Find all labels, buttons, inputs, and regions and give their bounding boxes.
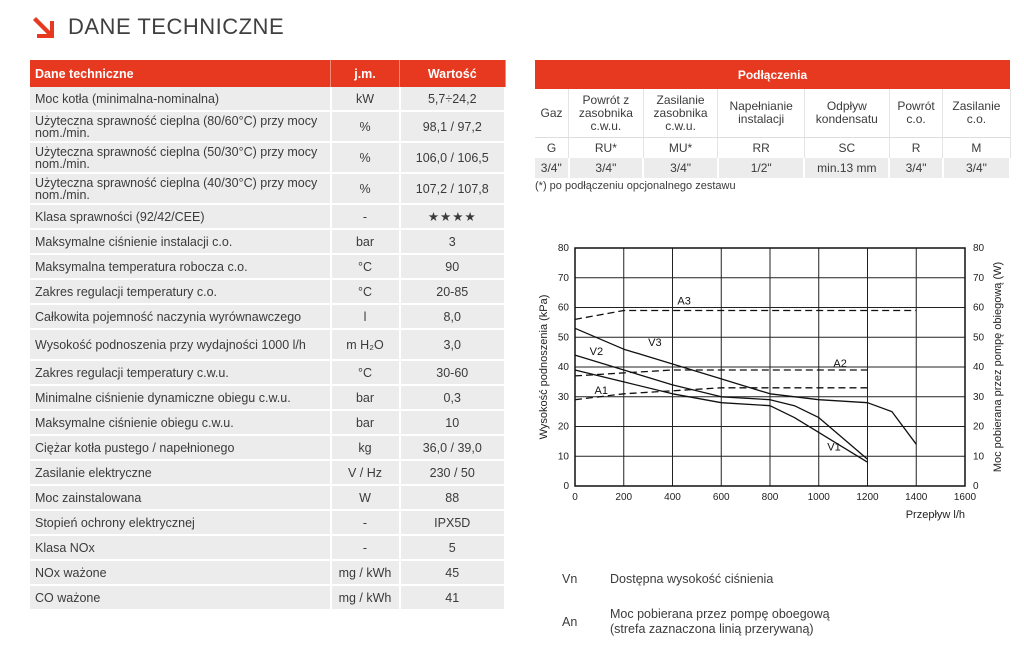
y-tick-label-left: 70 [557, 272, 569, 284]
y-tick-label-right: 80 [973, 243, 985, 254]
connection-value: min.13 mm [804, 158, 889, 178]
connection-name-line: c.w.u. [665, 118, 696, 133]
cell-parameter: Klasa sprawności (92/42/CEE) [30, 204, 331, 229]
table-row [30, 585, 505, 610]
cell-value: 106,0 / 106,5 [400, 142, 506, 173]
connection-name-line: zasobnika [578, 105, 633, 120]
connection-name-line: Napełnianie [729, 99, 793, 113]
connection-name-line: Zasilanie [656, 92, 705, 107]
connection-symbol: G [535, 138, 569, 159]
table-row [30, 435, 505, 460]
y-tick-label-left: 20 [557, 421, 569, 433]
series-label-a1: A1 [594, 384, 608, 397]
cell-unit: °C [331, 254, 400, 279]
connection-symbol: R [889, 138, 943, 159]
cell-value: 10 [400, 410, 506, 435]
table-row [30, 410, 505, 435]
y-tick-label-right: 0 [973, 481, 979, 492]
cell-unit: °C [331, 360, 400, 385]
connection-name [643, 89, 718, 138]
cell-unit: kg [331, 435, 400, 460]
connections-title: Podłączenia [535, 60, 1010, 89]
connection-value: 3/4" [943, 158, 1010, 178]
cell-parameter: Stopień ochrony elektrycznej [30, 510, 331, 535]
connection-symbol: RU* [569, 138, 644, 159]
y-axis-label-left: Wysokość podnoszenia (kPa) [538, 294, 550, 440]
cell-value: IPX5D [400, 510, 506, 535]
cell-value: 3,0 [400, 329, 506, 360]
y-tick-label-right: 30 [973, 391, 985, 403]
cell-unit: V / Hz [331, 460, 400, 485]
legend-symbol: Vn [562, 572, 578, 586]
cell-parameter: Użyteczna sprawność cieplna (40/30°C) przy mocy nom./min. [30, 173, 331, 204]
cell-parameter: Użyteczna sprawność cieplna (50/30°C) przy mocy nom./min. [30, 142, 331, 173]
pump-curve-chart [535, 238, 1024, 548]
cell-value: ★★★★ [400, 204, 506, 229]
table-row [30, 304, 505, 329]
y-tick-label-right: 60 [973, 302, 985, 314]
connection-symbol: RR [718, 138, 805, 159]
column-header-parameter: Dane techniczne [30, 60, 331, 87]
cell-parameter: Użyteczna sprawność cieplna (80/60°C) przy mocy nom./min. [30, 111, 331, 142]
cell-value: 41 [400, 585, 506, 610]
connection-name-line: Gaz [540, 105, 563, 120]
x-axis-label: Przepływ l/h [905, 509, 965, 521]
cell-unit: - [331, 535, 400, 560]
legend-description-line: Moc pobierana przez pompę oboegową [610, 607, 830, 621]
x-tick-label: 1400 [905, 492, 928, 503]
series-line-a3 [575, 311, 916, 320]
table-row [30, 329, 505, 360]
cell-parameter: Całkowita pojemność naczynia wyrównawczego [30, 304, 331, 329]
table-row [30, 535, 505, 560]
connection-symbol: MU* [643, 138, 718, 159]
series-label-a3: A3 [677, 295, 691, 308]
y-tick-label-right: 50 [973, 332, 985, 344]
table-row [30, 111, 505, 142]
y-tick-label-left: 30 [557, 391, 569, 403]
cell-value: 230 / 50 [400, 460, 506, 485]
connection-name [569, 89, 644, 138]
legend-description [610, 607, 830, 637]
cell-value: 45 [400, 560, 506, 585]
page-title: DANE TECHNICZNE [68, 14, 285, 39]
connection-name-line: Powrót z [582, 92, 630, 107]
cell-parameter: Minimalne ciśnienie dynamiczne obiegu c.w.u. [30, 385, 331, 410]
connection-name [804, 89, 889, 138]
cell-parameter: Zakres regulacji temperatury c.o. [30, 279, 331, 304]
table-row [30, 385, 505, 410]
cell-parameter: Maksymalne ciśnienie instalacji c.o. [30, 229, 331, 254]
x-tick-label: 1600 [953, 492, 977, 503]
cell-unit: W [331, 485, 400, 510]
cell-unit: °C [331, 279, 400, 304]
cell-value: 20-85 [400, 279, 506, 304]
legend-description-line: (strefa zaznaczona linią przerywaną) [610, 622, 814, 636]
cell-unit: kW [331, 87, 400, 111]
table-row [30, 360, 505, 385]
connection-value: 3/4" [569, 158, 644, 178]
cell-unit: m H₂O [331, 329, 400, 360]
cell-unit: mg / kWh [331, 560, 400, 585]
legend-description-line: Dostępna wysokość ciśnienia [610, 572, 774, 586]
x-tick-label: 400 [664, 492, 681, 503]
connection-name [943, 89, 1010, 138]
cell-unit: - [331, 510, 400, 535]
y-tick-label-left: 80 [557, 243, 569, 254]
cell-parameter: Maksymalne ciśnienie obiegu c.w.u. [30, 410, 331, 435]
connection-name-line: c.w.u. [590, 118, 622, 133]
table-row [30, 279, 505, 304]
connection-name-line: instalacji [738, 112, 785, 126]
cell-unit: mg / kWh [331, 585, 400, 610]
x-tick-label: 1200 [856, 492, 879, 503]
column-header-unit: j.m. [331, 60, 400, 87]
connection-name-line: c.o. [966, 112, 987, 126]
cell-parameter: Moc zainstalowana [30, 485, 331, 510]
connection-value: 3/4" [643, 158, 718, 178]
cell-unit: l [331, 304, 400, 329]
table-header-row [30, 60, 505, 87]
cell-value: 0,3 [400, 385, 506, 410]
table-row [30, 485, 505, 510]
table-row [30, 510, 505, 535]
connection-value: 1/2" [718, 158, 805, 178]
cell-value: 30-60 [400, 360, 506, 385]
y-tick-label-left: 10 [557, 451, 569, 463]
connection-name-line: zasobnika [653, 105, 708, 120]
cell-parameter: Zakres regulacji temperatury c.w.u. [30, 360, 331, 385]
connection-name-line: Zasilanie [952, 99, 1001, 113]
x-tick-label: 800 [761, 492, 779, 503]
table-row [30, 460, 505, 485]
cell-unit: - [331, 204, 400, 229]
cell-value: 5,7÷24,2 [400, 87, 506, 111]
y-tick-label-left: 60 [557, 302, 569, 314]
cell-value: 98,1 / 97,2 [400, 111, 506, 142]
page-header [30, 10, 284, 44]
cell-parameter: Zasilanie elektryczne [30, 460, 331, 485]
column-header-value: Wartość [400, 60, 506, 87]
y-tick-label-left: 50 [557, 332, 569, 344]
cell-value: 88 [400, 485, 506, 510]
connection-value: 3/4" [889, 158, 943, 178]
y-tick-label-right: 70 [973, 272, 985, 284]
connection-symbol: SC [804, 138, 889, 159]
cell-unit: bar [331, 410, 400, 435]
arrow-down-right-icon [30, 14, 56, 40]
connection-name [718, 89, 805, 138]
y-tick-label-right: 40 [973, 362, 985, 373]
legend-description [610, 572, 773, 587]
cell-parameter: Wysokość podnoszenia przy wydajności 1000 l/h [30, 329, 331, 360]
cell-value: 8,0 [400, 304, 506, 329]
table-row [30, 204, 505, 229]
table-row [30, 87, 505, 111]
connection-name-line: Odpływ [826, 99, 867, 113]
cell-parameter: Ciężar kotła pustego / napełnionego [30, 435, 331, 460]
connection-name-line: kondensatu [815, 112, 878, 126]
legend-symbol: An [562, 615, 578, 629]
cell-value: 36,0 / 39,0 [400, 435, 506, 460]
y-tick-label-right: 20 [973, 421, 985, 433]
connections-footnote: (*) po podłączeniu opcjonalnego zestawu [535, 180, 736, 192]
connection-value: 3/4" [535, 158, 569, 178]
y-tick-label-left: 0 [563, 481, 569, 492]
cell-unit: bar [331, 385, 400, 410]
cell-parameter: Maksymalna temperatura robocza c.o. [30, 254, 331, 279]
x-tick-label: 200 [615, 492, 633, 503]
cell-unit: % [331, 111, 400, 142]
cell-parameter: Moc kotła (minimalna-nominalna) [30, 87, 331, 111]
connection-name [889, 89, 943, 138]
cell-unit: % [331, 173, 400, 204]
cell-parameter: CO ważone [30, 585, 331, 610]
connection-symbol: M [943, 138, 1010, 159]
series-label-v1: V1 [827, 441, 841, 454]
table-row [30, 142, 505, 173]
connection-name-line: Powrót [897, 99, 935, 113]
series-label-a2: A2 [833, 358, 847, 370]
y-tick-label-left: 40 [557, 362, 569, 373]
connection-name [535, 89, 569, 138]
y-axis-label-right: Moc pobierana przez pompę obiegową (W) [992, 261, 1004, 473]
cell-parameter: Klasa NOx [30, 535, 331, 560]
cell-unit: bar [331, 229, 400, 254]
cell-parameter: NOx ważone [30, 560, 331, 585]
table-row [30, 173, 505, 204]
cell-unit: % [331, 142, 400, 173]
technical-data-table [30, 60, 506, 611]
cell-value: 5 [400, 535, 506, 560]
table-row [30, 560, 505, 585]
cell-value: 3 [400, 229, 506, 254]
series-label-v2: V2 [589, 346, 604, 359]
x-tick-label: 0 [572, 492, 578, 503]
cell-value: 90 [400, 254, 506, 279]
table-row [30, 229, 505, 254]
y-tick-label-right: 10 [973, 451, 985, 463]
connection-name-line: c.o. [906, 112, 926, 126]
series-label-v3: V3 [648, 337, 662, 350]
table-row [30, 254, 505, 279]
x-tick-label: 1000 [807, 492, 830, 503]
connections-table [535, 60, 1011, 178]
cell-value: 107,2 / 107,8 [400, 173, 506, 204]
x-tick-label: 600 [712, 492, 730, 503]
